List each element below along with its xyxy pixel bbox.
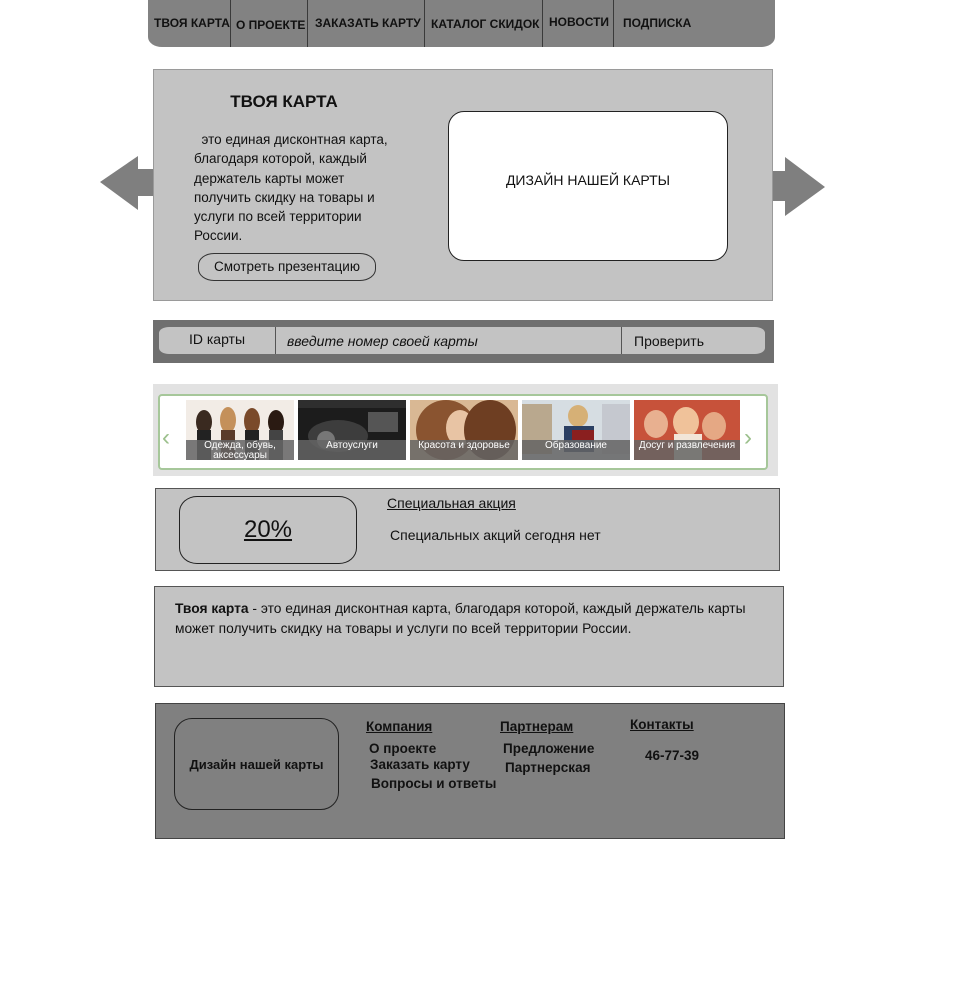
carousel-next-icon[interactable]: › — [744, 424, 752, 451]
top-navigation — [148, 0, 775, 47]
category-education[interactable] — [522, 400, 630, 460]
nav-item-about-project[interactable] — [231, 0, 307, 47]
category-label: Автоуслуги — [298, 440, 406, 460]
view-presentation-button[interactable]: Смотреть презентацию — [198, 253, 376, 281]
card-design-label: ДИЗАЙН НАШЕЙ КАРТЫ — [505, 172, 671, 188]
nav-item-news[interactable] — [543, 0, 613, 47]
special-offer-link[interactable]: Специальная акция — [387, 495, 516, 511]
category-carousel-frame — [158, 394, 768, 470]
footer-company-title[interactable]: Компания — [366, 719, 433, 734]
hero-title: ТВОЯ КАРТА — [230, 92, 338, 111]
footer-link-faq[interactable]: Вопросы и ответы — [371, 776, 497, 791]
category-leisure[interactable] — [634, 400, 740, 460]
category-auto-services[interactable] — [298, 400, 406, 460]
footer-link-offer[interactable]: Предложение — [503, 741, 595, 756]
card-number-input[interactable] — [277, 327, 621, 354]
footer-partners-title[interactable]: Партнерам — [500, 719, 574, 734]
card-id-check-bar — [153, 320, 774, 363]
nav-item-label: ПОДПИСКА — [623, 16, 692, 30]
nav-item-label: ТВОЯ КАРТА — [154, 16, 230, 30]
category-clothing[interactable] — [186, 400, 294, 460]
check-button[interactable]: Проверить — [621, 327, 765, 354]
nav-item-your-card[interactable] — [148, 0, 230, 47]
about-card-section — [154, 586, 784, 687]
nav-item-order-card[interactable] — [308, 0, 424, 47]
about-card-text: - это единая дисконтная карта, благодаря которой, каждый держатель карты может получить скидку на товары и услуги по всей территории России. — [175, 601, 746, 636]
hero-description: это единая дисконтная карта, благодаря которой, каждый держатель карты может получить скидку на товары и услуги по всей территории России. — [194, 132, 388, 244]
footer-phone: 46-77-39 — [645, 748, 700, 763]
nav-item-subscription[interactable] — [614, 0, 714, 47]
category-carousel — [153, 384, 778, 476]
nav-item-label: ЗАКАЗАТЬ КАРТУ — [315, 16, 421, 30]
footer-card-design: Дизайн нашей карты — [174, 718, 339, 810]
footer — [155, 703, 785, 839]
category-label: Одежда, обувь, аксессуары — [186, 440, 294, 460]
nav-item-label: НОВОСТИ — [549, 15, 610, 29]
special-offer-panel — [155, 488, 780, 571]
nav-item-label: О ПРОЕКТЕ — [236, 18, 306, 32]
category-beauty-health[interactable] — [410, 400, 518, 460]
card-design-placeholder — [448, 111, 728, 261]
footer-contacts-title[interactable]: Контакты — [630, 717, 694, 732]
footer-link-partner[interactable]: Партнерская — [505, 760, 591, 775]
footer-link-about[interactable]: О проекте — [369, 741, 437, 756]
category-label: Красота и здоровье — [410, 440, 518, 460]
card-id-form — [159, 327, 765, 354]
footer-link-order-card[interactable]: Заказать карту — [370, 757, 470, 772]
category-label: Досуг и развлечения — [634, 440, 740, 460]
discount-badge: 20% — [179, 496, 357, 564]
category-label: Образование — [522, 440, 630, 460]
carousel-prev-icon[interactable]: ‹ — [162, 424, 170, 451]
hero-banner — [153, 69, 773, 301]
nav-item-discount-catalog[interactable] — [425, 0, 542, 47]
special-offer-text: Специальных акций сегодня нет — [390, 527, 601, 543]
card-id-label: ID карты — [159, 327, 276, 354]
nav-item-label: КАТАЛОГ СКИДОК — [431, 17, 540, 31]
about-card-name: Твоя карта — [175, 601, 249, 616]
